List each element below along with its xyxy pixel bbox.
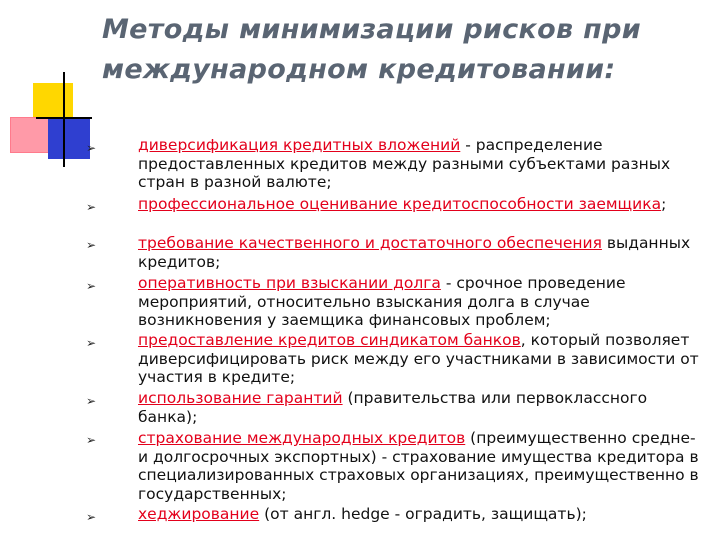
item-text: ; [661, 195, 667, 213]
item-link[interactable]: хеджирование [138, 505, 260, 523]
list-item [138, 274, 710, 330]
list-item [138, 136, 710, 192]
item-link[interactable]: страхование международных кредитов [138, 429, 466, 447]
bullet-arrow-icon: ➢ [86, 238, 97, 252]
bullet-arrow-icon: ➢ [86, 336, 97, 350]
decor-horizontal-line [36, 117, 92, 119]
item-text: , который позволяет диверсифицировать риск между его участниками в зависимости от участия в кредите; [138, 331, 699, 387]
page-title: Методы минимизации рисков при международном кредитовании: [102, 14, 641, 85]
item-link[interactable]: профессиональное оценивание кредитоспособности заемщика [138, 195, 662, 213]
item-text: - срочное проведение мероприятий, относительно взыскания долга в случае возникновения у заемщика финансовых проблем; [138, 274, 626, 330]
item-text: (от англ. hedge - оградить, защищать); [259, 505, 587, 523]
item-text: - распределение предоставленных кредитов между разными субъектами разных стран в разной валюте; [138, 136, 671, 192]
item-text: (правительства или первоклассного банка); [138, 389, 648, 426]
item-text: (преимущественно средне- и долгосрочных экспортных) - страхование имущества кредитора в специализированных страховых организациях, преимущественно в государственных; [138, 429, 699, 503]
item-link[interactable]: требование качественного и достаточного обеспечения [138, 234, 602, 252]
list-item [138, 331, 710, 387]
list-item [138, 195, 710, 214]
bullet-arrow-icon: ➢ [86, 433, 97, 447]
item-link[interactable]: использование гарантий [138, 389, 343, 407]
bullet-arrow-icon: ➢ [86, 510, 97, 524]
item-link[interactable]: оперативность при взыскании долга [138, 274, 441, 292]
bullet-arrow-icon: ➢ [86, 141, 97, 155]
item-text: выданных кредитов; [138, 234, 691, 271]
bullet-arrow-icon: ➢ [86, 200, 97, 214]
decor-vertical-line [63, 72, 65, 167]
bullet-arrow-icon: ➢ [86, 394, 97, 408]
list-item [138, 389, 710, 426]
list-item [138, 429, 710, 503]
item-link[interactable]: предоставление кредитов синдикатом банков [138, 331, 521, 349]
decor-pink-square [10, 117, 52, 153]
decor-blue-square [48, 119, 90, 159]
bullet-arrow-icon: ➢ [86, 279, 97, 293]
list-item [138, 234, 710, 271]
item-link[interactable]: диверсификация кредитных вложений [138, 136, 461, 154]
list-item [138, 505, 710, 524]
